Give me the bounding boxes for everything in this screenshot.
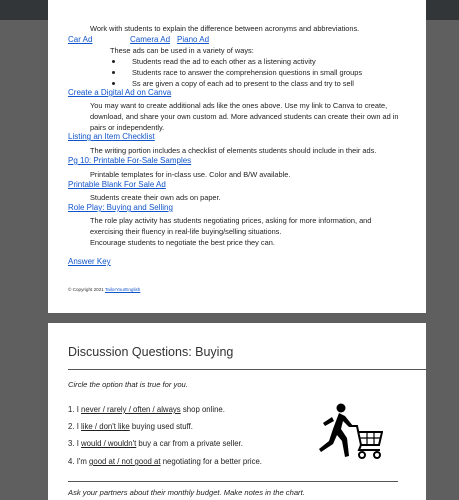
pdf-page xyxy=(48,0,426,313)
pdf-page xyxy=(48,323,426,500)
question-options: like / don't like xyxy=(81,422,130,431)
question-text: I'm xyxy=(76,457,90,466)
link-for-sale-samples[interactable]: Pg 10: Printable For-Sale Samples xyxy=(68,156,192,165)
question-options: never / rarely / often / always xyxy=(81,405,181,414)
link-item-checklist[interactable]: Listing an Item Checklist xyxy=(68,132,155,141)
question-number: 4. xyxy=(68,457,75,466)
question-text: buying used stuff. xyxy=(129,422,193,431)
body-text: You may want to create additional ads like the ones above. Use my link to Canva to create, xyxy=(90,101,388,110)
body-text: pairs or independently. xyxy=(90,123,165,132)
instruction-text: Ask your partners about their monthly budget. Make notes in the chart. xyxy=(68,488,305,497)
body-text: exercising their fluency in real-life buying/selling situations. xyxy=(90,227,282,236)
body-text: Students create their own ads on paper. xyxy=(90,193,221,202)
body-text: Work with students to explain the difference between acronyms and abbreviations. xyxy=(90,24,360,33)
question-number: 1. xyxy=(68,405,75,414)
body-text: Printable templates for in-class use. Color and B/W available. xyxy=(90,170,291,179)
list-item: Students race to answer the comprehension questions in small groups xyxy=(132,68,363,77)
question-item xyxy=(68,422,193,431)
copyright-link[interactable]: TailorYourEnglish xyxy=(105,287,141,292)
page-title: Discussion Questions: Buying xyxy=(68,345,234,359)
question-number: 3. xyxy=(68,439,75,448)
copyright-text: © Copyright 2021 xyxy=(68,287,106,292)
question-options: would / wouldn't xyxy=(81,439,137,448)
question-text: negotiating for a better price. xyxy=(160,457,262,466)
question-text: I xyxy=(76,439,82,448)
list-item: Students read the ad to each other as a listening activity xyxy=(132,57,316,66)
question-number: 2. xyxy=(68,422,75,431)
shopping-cart-person-icon xyxy=(299,403,383,463)
copyright-notice xyxy=(68,287,140,292)
divider xyxy=(68,369,426,370)
question-item xyxy=(68,457,262,466)
question-options: good at / not good at xyxy=(89,457,161,466)
body-text: Encourage students to negotiate the best price they can. xyxy=(90,238,275,247)
link-car-ad[interactable]: Car Ad xyxy=(68,35,93,44)
link-create-digital-ad[interactable]: Create a Digital Ad on Canva xyxy=(68,88,172,97)
link-blank-for-sale-ad[interactable]: Printable Blank For Sale Ad xyxy=(68,180,166,189)
bullet-icon xyxy=(112,82,115,85)
question-text: I xyxy=(76,422,82,431)
body-text: The writing portion includes a checklist of elements students should include in their ads. xyxy=(90,146,377,155)
link-role-play[interactable]: Role Play: Buying and Selling xyxy=(68,203,173,212)
link-camera-ad[interactable]: Camera Ad xyxy=(130,35,171,44)
question-text: I xyxy=(76,405,82,414)
question-text: buy a car from a private seller. xyxy=(136,439,243,448)
bullet-icon xyxy=(112,71,115,74)
question-text: shop online. xyxy=(180,405,225,414)
body-text: download, and share your own custom ad. More advanced students can create their own ad in xyxy=(90,112,399,121)
body-text: The role play activity has students negotiating prices, asking for more information, and xyxy=(90,216,372,225)
question-item xyxy=(68,439,243,448)
link-answer-key[interactable]: Answer Key xyxy=(68,257,111,266)
instruction-text: Circle the option that is true for you. xyxy=(68,380,188,389)
divider xyxy=(68,481,398,482)
question-item xyxy=(68,405,225,414)
link-piano-ad[interactable]: Piano Ad xyxy=(177,35,210,44)
list-item: Ss are given a copy of each ad to present to the class and try to sell xyxy=(132,79,354,88)
body-text: These ads can be used in a variety of ways: xyxy=(110,46,254,55)
bullet-icon xyxy=(112,60,115,63)
